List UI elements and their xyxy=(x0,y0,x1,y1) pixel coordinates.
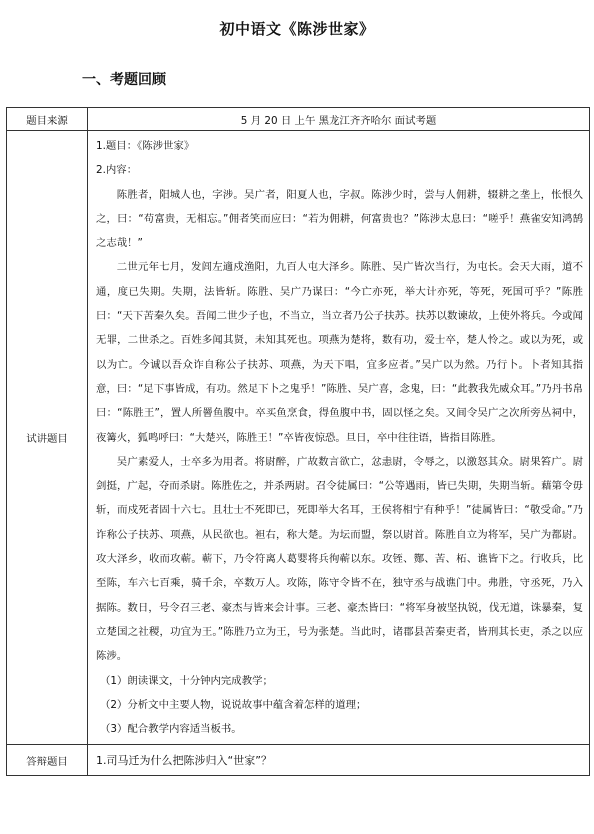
passage-paragraph-1: 陈胜者，阳城人也，字涉。吴广者，阳夏人也，字叔。陈涉少时，尝与人佣耕，辍耕之垄上，怅恨久之，曰：“苟富贵，无相忘。”佣者笑而应曰：“若为佣耕，何富贵也？”陈涉太息曰：“嗟乎！燕雀安知鸿鹄之志哉！” xyxy=(96,188,583,250)
document-title: 初中语文《陈涉世家》 xyxy=(219,20,375,38)
topic-line: 1.题目：《陈涉世家》 xyxy=(96,140,195,152)
passage-paragraph-3: 吴广素爱人，士卒多为用者。将尉醉，广故数言欲亡，忿恚尉，令辱之，以激怒其众。尉果笞广。尉剑挺，广起，夺而杀尉。陈胜佐之，并杀两尉。召令徒属曰：“公等遇雨，皆已失期，失期当斩。藉第令毋斩，而戍死者固十六七。且壮士不死即已，死即举大名耳，王侯将相宁有种乎！”徒属皆曰：“敬受命。”乃诈称公子扶苏、项燕，从民欲也。袒右，称大楚。为坛而盟，祭以尉首。陈胜自立为将军，吴广为都尉。攻大泽乡，收而攻蕲。蕲下，乃令符离人葛婴将兵徇蕲以东。攻铚、酂、苦、柘、谯皆下之。行收兵，比至陈，车六七百乘，骑千余，卒数万人。攻陈，陈守令皆不在，独守丞与战谯门中。弗胜，守丞死，乃入据陈。数日，号令召三老、豪杰与皆来会计事。三老、豪杰皆曰：“将军身被坚执锐，伐无道，诛暴秦，复立楚国之社稷，功宜为王。”陈胜乃立为王，号为张楚。当此时，诸郡县苦秦吏者，皆刑其长吏，杀之以应陈涉。 xyxy=(96,455,583,663)
requirement-2: （2）分析文中主要人物，说说故事中蕴含着怎样的道理； xyxy=(100,698,367,711)
passage-paragraph-2: 二世元年七月，发闾左適戍渔阳，九百人屯大泽乡。陈胜、吴广皆次当行，为屯长。会天大雨，道不通，度已失期。失期，法皆斩。陈胜、吴广乃谋曰：“今亡亦死，举大计亦死，等死，死国可乎？”陈胜曰：“天下苦秦久矣。吾闻二世少子也，不当立，当立者乃公子扶苏。扶苏以数谏故，上使外将兵。今或闻无罪，二世杀之。百姓多闻其贤，未知其死也。项燕为楚将，数有功，爱士卒，楚人怜之。或以为死，或以为亡。今诚以吾众诈自称公子扶苏、项燕，为天下唱，宜多应者。”吴广以为然。乃行卜。卜者知其指意，曰：“足下事皆成，有功。然足下卜之鬼乎！”陈胜、吴广喜，念鬼，曰：“此教我先威众耳。”乃丹书帛曰：“陈胜王”，置人所罾鱼腹中。卒买鱼烹食，得鱼腹中书，固以怪之矣。又间令吴广之次所旁丛祠中，夜篝火，狐鸣呼曰：“大楚兴，陈胜王！”卒皆夜惊恐。旦日，卒中往往语，皆指目陈胜。 xyxy=(96,261,583,444)
content-label: 2.内容： xyxy=(96,164,138,177)
lecture-row xyxy=(7,131,590,745)
defense-question: 1.司马迁为什么把陈涉归入“世家”？ xyxy=(88,745,590,776)
requirement-3: （3）配合教学内容适当板书。 xyxy=(100,723,242,736)
source-label: 题目来源 xyxy=(7,108,88,131)
exam-table xyxy=(6,107,590,776)
source-row xyxy=(7,108,590,131)
section-heading: 一、考题回顾 xyxy=(82,72,166,88)
defense-row xyxy=(7,745,590,776)
defense-label: 答辩题目 xyxy=(7,745,88,776)
source-value: 5 月 20 日 上午 黑龙江齐齐哈尔 面试考题 xyxy=(88,108,590,131)
lecture-label: 试讲题目 xyxy=(7,131,88,745)
requirement-1: （1）朗读课文，十分钟内完成教学； xyxy=(100,674,273,687)
lecture-content xyxy=(88,131,590,745)
